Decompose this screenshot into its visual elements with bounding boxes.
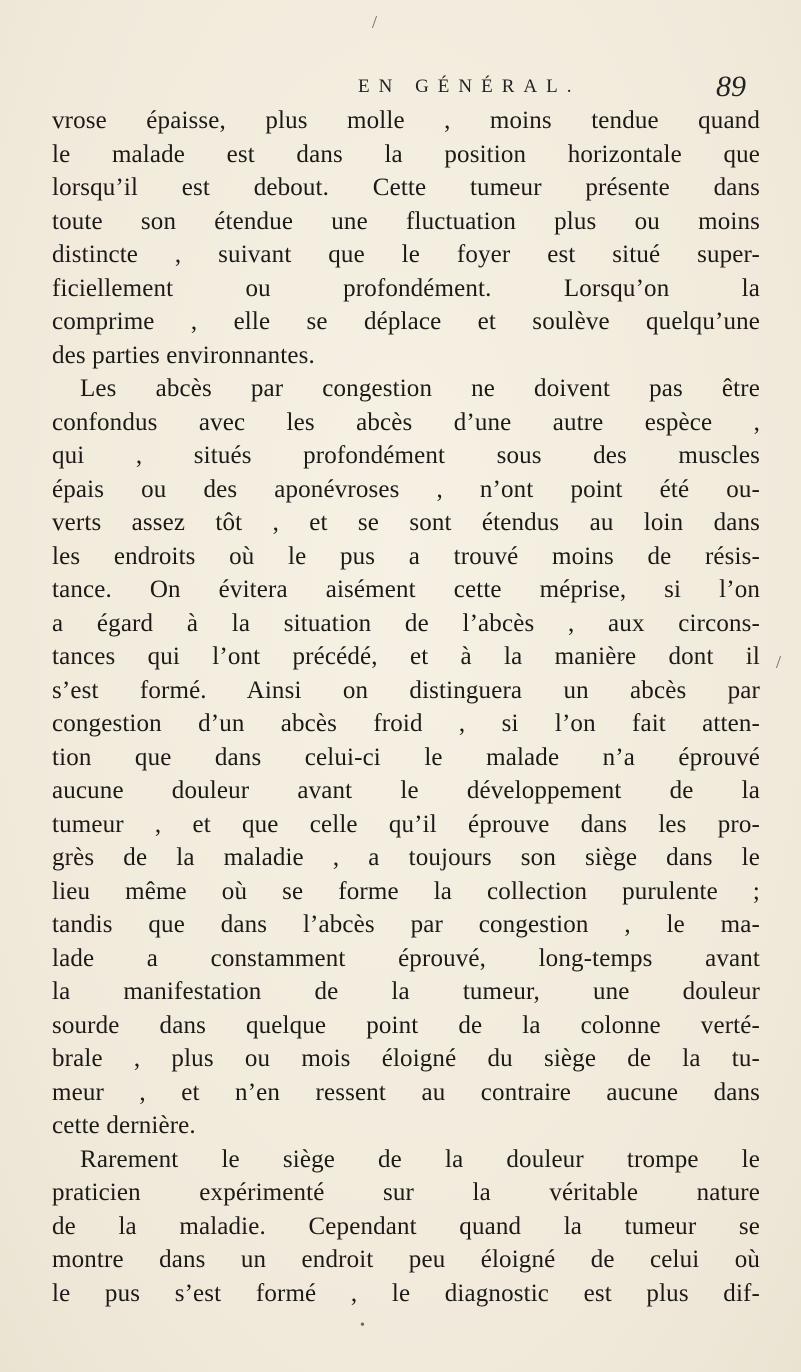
text-line: le pus s’est formé , le diagnostic est plus dif- <box>52 1279 760 1307</box>
body-text <box>52 104 760 1310</box>
margin-mark-top: / <box>372 12 378 32</box>
text-line: Rarement le siège de la douleur trompe le <box>80 1145 760 1173</box>
text-line: brale , plus ou mois éloigné du siège de la tu- <box>52 1045 760 1072</box>
text-line: lieu même où se forme la collection purulente ; <box>52 877 760 905</box>
text-line: la manifestation de la tumeur, une douleur <box>52 978 760 1005</box>
text-line: a égard à la situation de l’abcès , aux circons- <box>52 609 760 637</box>
text-line: vrose épaisse, plus molle , moins tendue quand <box>52 107 760 134</box>
text-line: comprime , elle se déplace et soulève quelqu’une <box>52 308 760 335</box>
margin-mark-bottom: • <box>360 1318 365 1333</box>
text-line: sourde dans quelque point de la colonne verté- <box>52 1011 760 1039</box>
running-head: EN GÉNÉRAL. <box>358 76 581 97</box>
text-line: lorsqu’il est debout. Cette tumeur présente dans <box>52 174 760 201</box>
text-line: le malade est dans la position horizontale que <box>52 140 760 168</box>
text-line: Les abcès par congestion ne doivent pas être <box>80 375 760 402</box>
text-line: tandis que dans l’abcès par congestion , le ma- <box>52 911 760 938</box>
text-line: distincte , suivant que le foyer est situé super- <box>52 241 760 268</box>
text-line: meur , et n’en ressent au contraire aucune dans <box>52 1078 760 1106</box>
page-number: 89 <box>716 70 746 103</box>
text-line: confondus avec les abcès d’une autre espèce , <box>52 408 760 436</box>
text-line: des parties environnantes. <box>52 341 315 369</box>
text-line: s’est formé. Ainsi on distinguera un abcès par <box>52 676 760 704</box>
text-line: de la maladie. Cependant quand la tumeur se <box>52 1212 760 1240</box>
text-line: congestion d’un abcès froid , si l’on fait atten- <box>52 710 760 737</box>
text-line: verts assez tôt , et se sont étendus au loin dans <box>52 509 760 536</box>
text-line: tion que dans celui-ci le malade n’a éprouvé <box>52 743 760 771</box>
text-line: tance. On évitera aisément cette méprise, si l’on <box>52 576 760 603</box>
text-line: montre dans un endroit peu éloigné de celui où <box>52 1246 760 1273</box>
text-line: aucune douleur avant le développement de la <box>52 777 760 804</box>
text-line: cette dernière. <box>52 1112 196 1139</box>
text-line: praticien expérimenté sur la véritable nature <box>52 1179 760 1206</box>
text-line: les endroits où le pus a trouvé moins de résis- <box>52 542 760 570</box>
text-line: lade a constamment éprouvé, long-temps avant <box>52 944 760 972</box>
text-line: toute son étendue une fluctuation plus ou moins <box>52 207 760 235</box>
text-line: épais ou des aponévroses , n’ont point été ou- <box>52 475 760 503</box>
text-line: tumeur , et que celle qu’il éprouve dans les pro- <box>52 810 760 838</box>
text-line: grès de la maladie , a toujours son siège dans le <box>52 844 760 871</box>
text-line: tances qui l’ont précédé, et à la manière dont il <box>52 643 760 670</box>
text-line: ficiellement ou profondément. Lorsqu’on la <box>52 274 760 302</box>
text-line: qui , situés profondément sous des muscles <box>52 442 760 469</box>
margin-mark-right: / <box>776 652 782 672</box>
